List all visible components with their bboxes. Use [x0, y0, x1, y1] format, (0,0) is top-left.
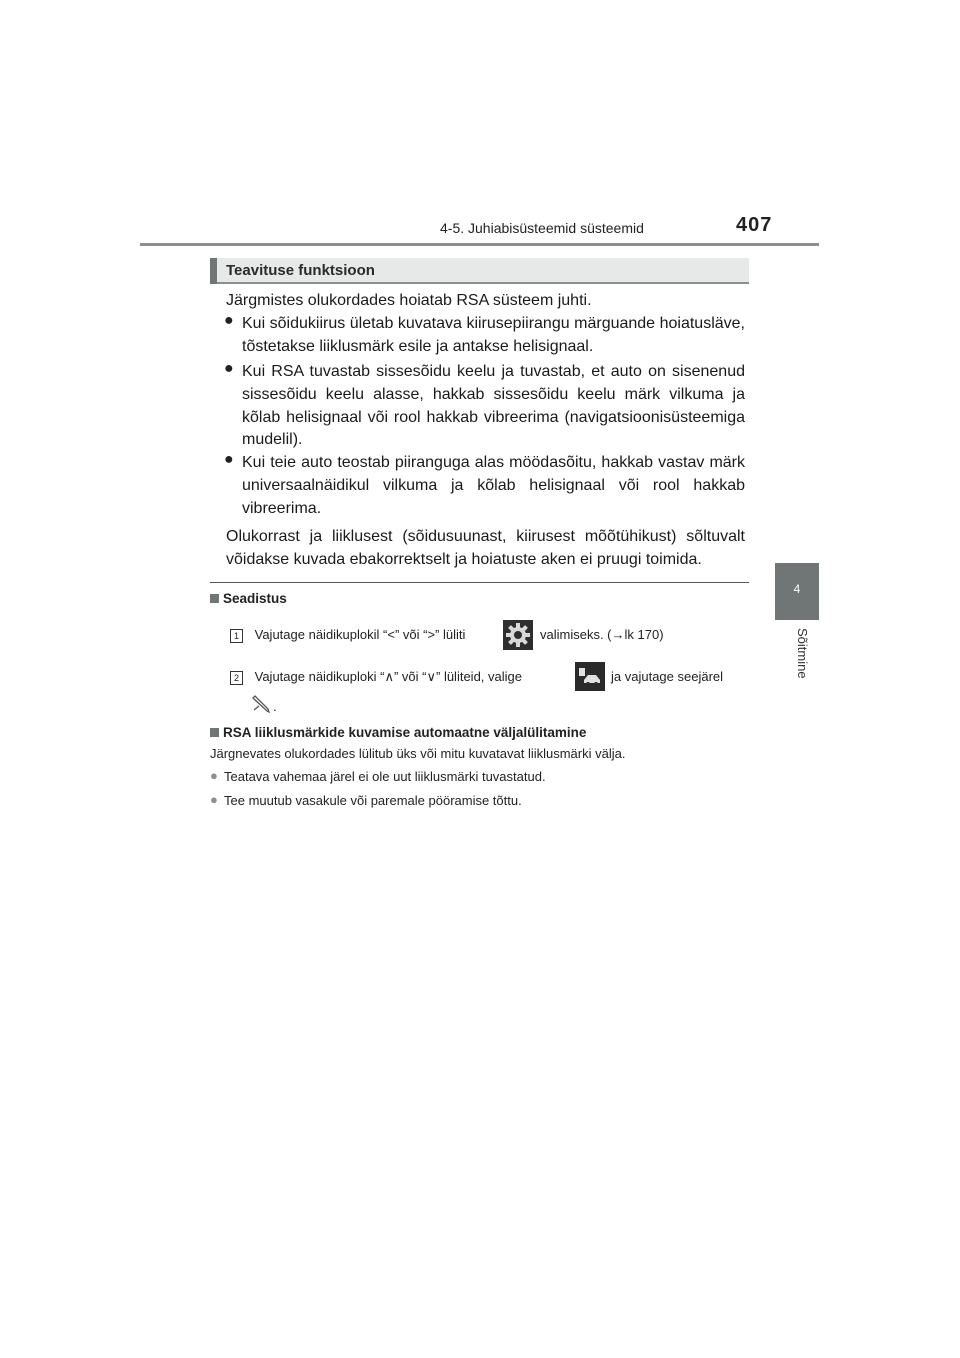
step-text: Vajutage näidikuplokil “	[254, 627, 388, 642]
setup-step-1-end	[540, 626, 664, 644]
step-number: 1	[230, 629, 243, 643]
setup-step-2	[230, 668, 522, 686]
step-text: Vajutage näidikuploki “	[254, 669, 385, 684]
bullet-icon: ●	[224, 312, 234, 329]
left-symbol: <	[387, 627, 395, 642]
auto-off-item: Teatava vahemaa järel ei ole uut liiklusmärki tuvastatud.	[224, 769, 546, 784]
step-text: ” lüliti	[435, 627, 466, 642]
square-bullet-icon	[210, 728, 219, 737]
section-heading-bar	[210, 258, 217, 284]
square-bullet-icon	[210, 594, 219, 603]
car-sign-icon	[575, 662, 605, 691]
section-divider	[210, 582, 749, 583]
page-number: 407	[736, 214, 773, 236]
check-button-icon	[250, 694, 272, 716]
arrow-icon: →	[611, 627, 625, 642]
auto-off-heading	[210, 725, 586, 740]
step-text: ” lüliteid, valige	[436, 669, 522, 684]
step-text: ja vajutage seejärel	[611, 669, 724, 684]
bullet-item: Kui RSA tuvastab sissesõidu keelu ja tuvastab, et auto on sisenenud sissesõidu keelu alasse, hakkab sissesõidu keelu märk vilkuma ja kõlab helisignaal või rool hakkab vibreerima (navigatsioonisüsteemiga mudelil).	[242, 363, 745, 449]
step-text: ” või “	[393, 669, 427, 684]
setup-title: Seadistus	[223, 591, 287, 606]
chapter-label: Sõitmine	[795, 628, 810, 679]
right-symbol: >	[427, 627, 436, 642]
section-intro: Järgmistes olukordades hoiatab RSA süsteem juhti.	[226, 292, 592, 309]
bullet-icon: ●	[210, 792, 218, 807]
section-note: Olukorrast ja liiklusest (sõidusuunast, kiirusest mõõtühikust) sõltuvalt võidakse kuvada ebakorrektselt ja hoiatuste aken ei pruugi toimida.	[226, 528, 745, 568]
chapter-section-title: 4-5. Juhiabisüsteemid süsteemid	[440, 220, 644, 236]
header-divider	[140, 243, 819, 246]
gear-icon	[503, 620, 533, 650]
setup-heading	[210, 591, 287, 606]
chapter-tab: 4	[775, 563, 819, 620]
step-end: .	[273, 699, 277, 714]
section-title: Teavituse funktsioon	[226, 262, 375, 279]
up-symbol: ∧	[384, 669, 394, 684]
auto-off-item: Tee muutub vasakule või paremale pööramise tõttu.	[224, 793, 522, 808]
auto-off-intro: Järgnevates olukordades lülitub üks või mitu kuvatavat liiklusmärki välja.	[210, 746, 626, 761]
setup-step-1	[230, 626, 750, 650]
auto-off-title: RSA liiklusmärkide kuvamise automaatne väljalülitamine	[223, 725, 587, 740]
bullet-icon: ●	[210, 768, 218, 783]
bullet-icon: ●	[224, 451, 234, 468]
step-text: ” või “	[394, 627, 428, 642]
page-reference: lk 170)	[624, 627, 664, 642]
bullet-icon: ●	[224, 360, 234, 377]
bullet-item: Kui sõidukiirus ületab kuvatava kiirusepiirangu märguande hoiatusläve, tõstetakse liiklusmärk esile ja antakse helisignaal.	[242, 315, 745, 355]
bullet-item: Kui teie auto teostab piiranguga alas möödasõitu, hakkab vastav märk universaalnäidikul vilkuma ja kõlab helisignaal või rool hakkab vibreerima.	[242, 454, 745, 517]
step-text: valimiseks. (	[540, 627, 612, 642]
section-heading	[210, 258, 749, 284]
down-symbol: ∨	[426, 669, 436, 684]
step-number: 2	[230, 671, 243, 685]
